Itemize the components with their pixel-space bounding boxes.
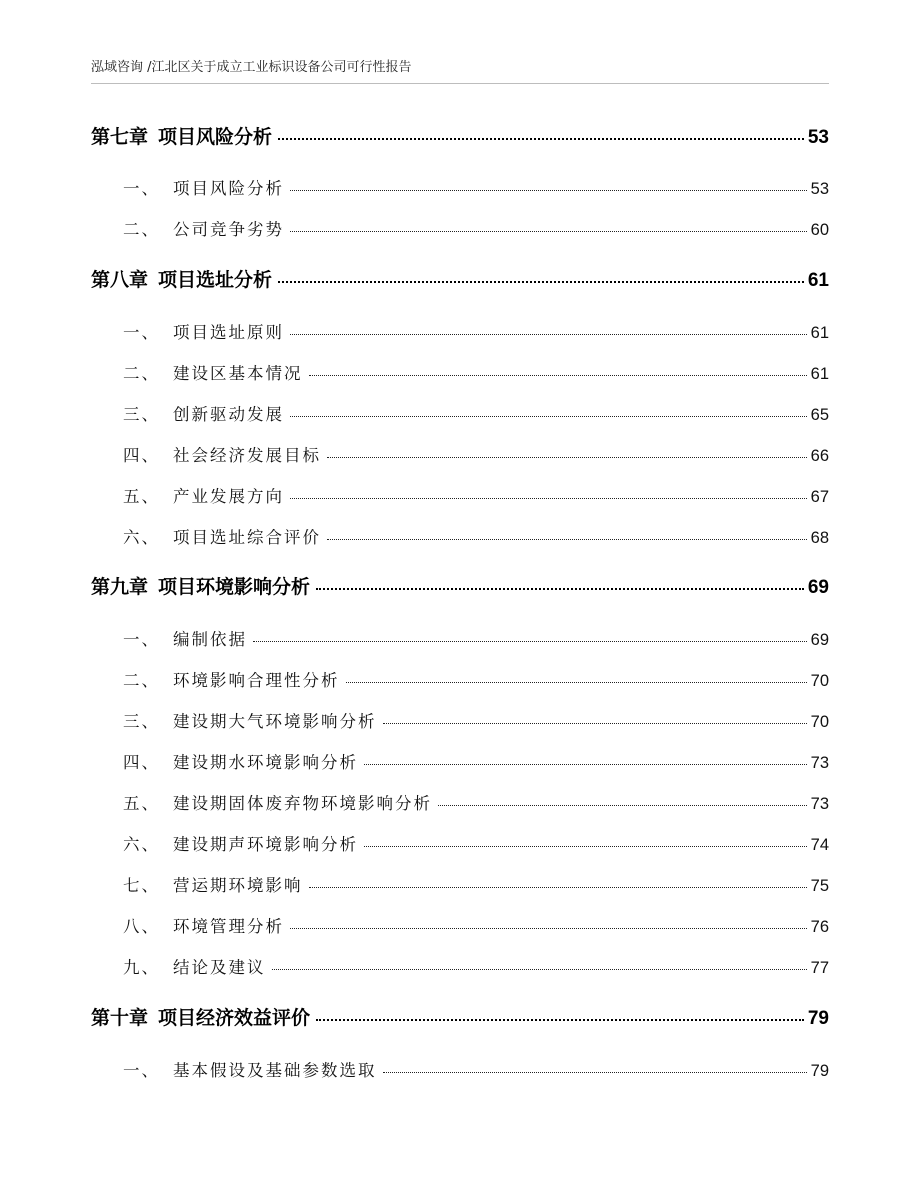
toc-title: 社会经济发展目标 <box>173 446 321 465</box>
toc-title: 项目选址综合评价 <box>173 528 321 547</box>
toc-number: 四、 <box>123 753 160 772</box>
toc-section[interactable] <box>91 872 829 898</box>
toc-title: 建设期水环境影响分析 <box>173 753 358 772</box>
toc-number: 八、 <box>123 917 160 936</box>
toc-page-number: 61 <box>810 324 829 342</box>
toc-leader <box>364 846 807 847</box>
toc-leader <box>309 887 807 888</box>
toc-leader <box>364 764 807 765</box>
header-divider <box>91 83 829 84</box>
toc-number: 第九章 <box>91 576 149 598</box>
toc-leader <box>316 1019 804 1021</box>
toc-section[interactable] <box>91 319 829 345</box>
toc-page-number: 70 <box>810 713 829 731</box>
toc-page-number: 61 <box>810 365 829 383</box>
toc-page-number: 65 <box>810 406 829 424</box>
toc-leader <box>272 969 807 970</box>
toc-chapter[interactable] <box>91 572 829 602</box>
toc-title: 项目风险分析 <box>173 179 284 198</box>
toc-title: 建设期声环境影响分析 <box>173 835 358 854</box>
toc-number: 第八章 <box>91 269 149 291</box>
toc-leader <box>316 588 804 590</box>
toc-section[interactable] <box>91 216 829 242</box>
toc-number: 一、 <box>123 323 160 342</box>
toc-title: 建设期固体废弃物环境影响分析 <box>173 794 432 813</box>
toc-section[interactable] <box>91 954 829 980</box>
toc-page-number: 74 <box>810 836 829 854</box>
toc-page-number: 69 <box>810 631 829 649</box>
toc-page-number: 68 <box>810 529 829 547</box>
toc-section[interactable] <box>91 524 829 550</box>
toc-number: 五、 <box>123 794 160 813</box>
toc-leader <box>253 641 807 642</box>
toc-leader <box>290 231 807 232</box>
toc-number: 二、 <box>123 364 160 383</box>
toc-page-number: 70 <box>810 672 829 690</box>
toc-number: 九、 <box>123 958 160 977</box>
toc-title: 环境管理分析 <box>173 917 284 936</box>
toc-number: 一、 <box>123 179 160 198</box>
toc-leader <box>383 1072 807 1073</box>
toc-chapter[interactable] <box>91 1003 829 1033</box>
toc-number: 三、 <box>123 405 160 424</box>
toc-page-number: 53 <box>807 127 829 148</box>
toc-page-number: 79 <box>810 1062 829 1080</box>
toc-number: 第十章 <box>91 1007 149 1029</box>
toc-page-number: 76 <box>810 918 829 936</box>
toc-title: 项目选址原则 <box>173 323 284 342</box>
toc-section[interactable] <box>91 1057 829 1083</box>
toc-title: 基本假设及基础参数选取 <box>173 1061 377 1080</box>
toc-number: 二、 <box>123 220 160 239</box>
toc-leader <box>327 539 807 540</box>
toc-page-number: 69 <box>807 577 829 598</box>
toc-number: 第七章 <box>91 126 149 148</box>
toc-section[interactable] <box>91 483 829 509</box>
toc-section[interactable] <box>91 831 829 857</box>
toc-title: 环境影响合理性分析 <box>173 671 340 690</box>
toc-section[interactable] <box>91 360 829 386</box>
toc-section[interactable] <box>91 626 829 652</box>
toc-section[interactable] <box>91 442 829 468</box>
toc-title: 创新驱动发展 <box>173 405 284 424</box>
toc-leader <box>383 723 807 724</box>
toc-leader <box>346 682 807 683</box>
toc-page-number: 79 <box>807 1008 829 1029</box>
toc-leader <box>278 281 804 283</box>
toc-chapter[interactable] <box>91 265 829 295</box>
toc-number: 五、 <box>123 487 160 506</box>
toc-title: 项目经济效益评价 <box>158 1007 311 1029</box>
toc-section[interactable] <box>91 667 829 693</box>
toc-number: 三、 <box>123 712 160 731</box>
toc-title: 公司竞争劣势 <box>173 220 284 239</box>
toc-title: 编制依据 <box>173 630 247 649</box>
toc-page-number: 73 <box>810 754 829 772</box>
toc-title: 项目选址分析 <box>158 269 273 291</box>
toc-page-number: 75 <box>810 877 829 895</box>
toc-title: 项目环境影响分析 <box>158 576 311 598</box>
toc-leader <box>278 138 804 140</box>
toc-page-number: 53 <box>810 180 829 198</box>
toc-title: 营运期环境影响 <box>173 876 303 895</box>
toc-page-number: 73 <box>810 795 829 813</box>
toc-leader <box>290 498 807 499</box>
toc-page-number: 67 <box>810 488 829 506</box>
toc-section[interactable] <box>91 175 829 201</box>
toc-leader <box>290 416 807 417</box>
running-header: 泓域咨询 /江北区关于成立工业标识设备公司可行性报告 <box>91 60 412 75</box>
toc-section[interactable] <box>91 401 829 427</box>
toc-number: 七、 <box>123 876 160 895</box>
toc-title: 建设区基本情况 <box>173 364 303 383</box>
toc-title: 项目风险分析 <box>158 126 273 148</box>
toc-leader <box>290 334 807 335</box>
toc-title: 产业发展方向 <box>173 487 284 506</box>
toc-number: 二、 <box>123 671 160 690</box>
toc-number: 四、 <box>123 446 160 465</box>
toc-title: 结论及建议 <box>173 958 266 977</box>
toc-number: 六、 <box>123 528 160 547</box>
toc-section[interactable] <box>91 708 829 734</box>
toc-number: 一、 <box>123 630 160 649</box>
toc-section[interactable] <box>91 913 829 939</box>
toc-section[interactable] <box>91 790 829 816</box>
toc-page-number: 61 <box>807 270 829 291</box>
toc-page-number: 66 <box>810 447 829 465</box>
toc-number: 六、 <box>123 835 160 854</box>
toc-chapter[interactable] <box>91 122 829 152</box>
toc-page-number: 60 <box>810 221 829 239</box>
toc-title: 建设期大气环境影响分析 <box>173 712 377 731</box>
toc-leader <box>290 190 807 191</box>
toc-leader <box>438 805 807 806</box>
toc-leader <box>327 457 807 458</box>
toc-section[interactable] <box>91 749 829 775</box>
toc-leader <box>290 928 807 929</box>
toc-number: 一、 <box>123 1061 160 1080</box>
toc-leader <box>309 375 807 376</box>
toc-page-number: 77 <box>810 959 829 977</box>
